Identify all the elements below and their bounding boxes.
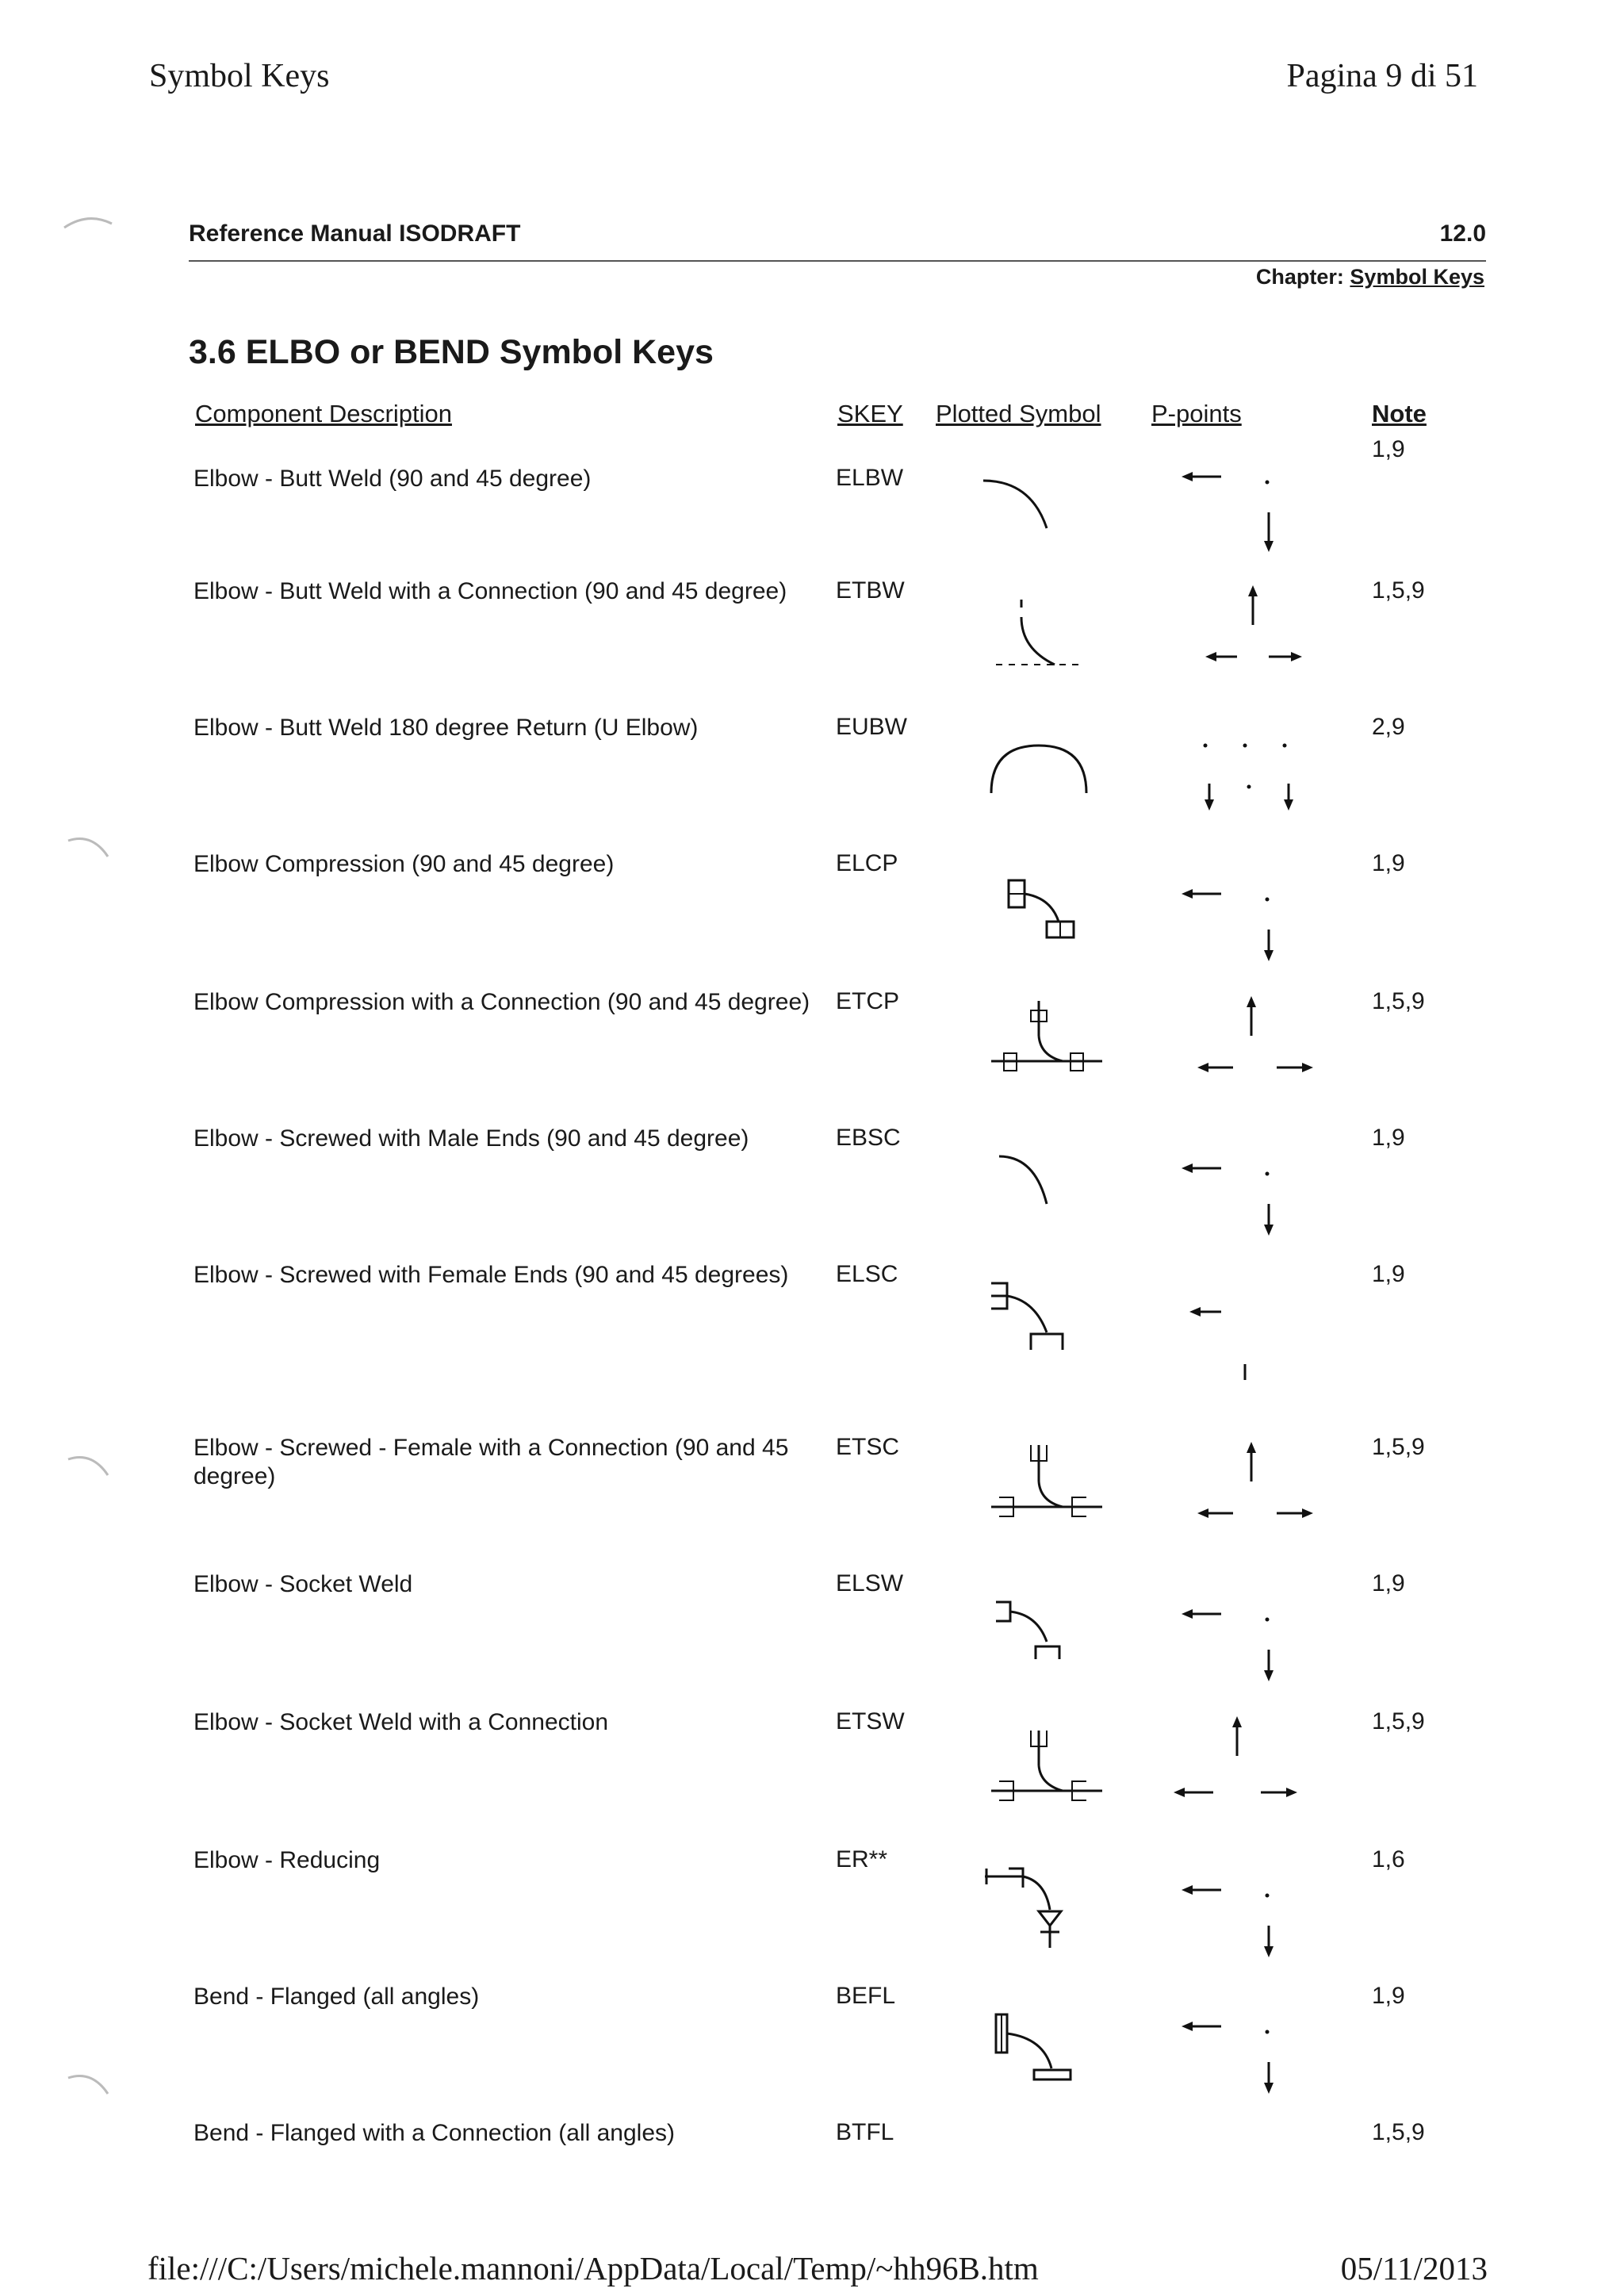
elbow-socket-weld-symbol-icon	[967, 1570, 1110, 1689]
row-note: 1,9	[1372, 436, 1405, 462]
row-skey: ETSC	[836, 1434, 900, 1460]
row-note: 1,5,9	[1372, 577, 1425, 604]
row-description: Elbow - Socket Weld	[193, 1571, 413, 1597]
ppoints-two-end-icon	[1158, 1983, 1332, 2102]
ppoints-three-end-icon	[1158, 1434, 1332, 1553]
row-skey: BTFL	[836, 2119, 894, 2145]
ppoints-two-end-icon	[1158, 1570, 1332, 1689]
row-note: 1,9	[1372, 1125, 1405, 1151]
ppoints-three-end-icon	[1158, 577, 1332, 696]
print-footer-url: file:///C:/Users/michele.mannoni/AppData/Local/Temp/~hh96B.htm	[147, 2250, 1039, 2286]
header-divider	[189, 260, 1486, 262]
elbow-screwed-male-symbol-icon	[967, 1125, 1110, 1244]
row-note: 1,9	[1372, 1570, 1405, 1596]
manual-title: Reference Manual ISODRAFT	[189, 220, 521, 247]
print-header-title: Symbol Keys	[149, 58, 330, 94]
margin-punch-mark-icon	[60, 208, 116, 255]
table-row	[0, 1708, 1624, 1843]
table-row	[0, 1261, 1624, 1396]
table-row	[0, 1846, 1624, 1981]
elbow-reducing-symbol-icon	[967, 1846, 1110, 1965]
row-skey: ELCP	[836, 850, 898, 876]
ppoints-two-end-icon	[1158, 1846, 1332, 1965]
ppoints-u-return-icon	[1158, 714, 1332, 833]
elbow-screwed-female-symbol-icon	[967, 1261, 1110, 1380]
ppoints-two-end-icon	[1158, 1125, 1332, 1244]
row-description: Bend - Flanged with a Connection (all angles)	[193, 2120, 676, 2146]
elbow-compression-symbol-icon	[967, 850, 1110, 969]
ppoints-two-end-icon	[1158, 465, 1332, 584]
row-note: 1,9	[1372, 1983, 1405, 2009]
ppoints-three-end-icon	[1158, 1708, 1332, 1827]
ppoints-two-end-plain-icon	[1158, 1261, 1332, 1380]
column-header-note: Note	[1372, 400, 1427, 427]
row-skey: ETCP	[836, 988, 900, 1014]
row-skey: ELBW	[836, 465, 904, 491]
table-row	[0, 1434, 1624, 1569]
section-title: 3.6 ELBO or BEND Symbol Keys	[189, 333, 714, 371]
chapter-label: Chapter:	[1255, 265, 1344, 289]
column-header-skey: SKEY	[837, 400, 903, 427]
ppoints-two-end-icon	[1158, 850, 1332, 969]
row-skey: ELSW	[836, 1570, 904, 1596]
column-header-ppoints: P-points	[1151, 400, 1242, 427]
print-page-indicator: Pagina 9 di 51	[1286, 58, 1478, 94]
row-description: Elbow - Screwed with Female Ends (90 and 45 degrees)	[193, 1262, 789, 1288]
table-row	[0, 850, 1624, 985]
row-skey: BEFL	[836, 1983, 896, 2009]
table-row	[0, 1570, 1624, 1705]
u-elbow-symbol-icon	[967, 714, 1110, 833]
row-note: 1,9	[1372, 1261, 1405, 1287]
row-description: Elbow - Screwed - Female with a Connection (90 and 45 degree)	[193, 1435, 789, 1489]
table-row	[0, 988, 1624, 1123]
row-skey: EUBW	[836, 714, 907, 740]
row-note: 1,5,9	[1372, 988, 1425, 1014]
column-header-symbol: Plotted Symbol	[936, 400, 1101, 427]
elbow-screwed-female-connection-symbol-icon	[967, 1434, 1110, 1553]
elbow-butt-weld-connection-symbol-icon	[967, 577, 1110, 696]
row-description: Bend - Flanged (all angles)	[193, 1984, 480, 2010]
row-note: 1,6	[1372, 1846, 1405, 1872]
chapter-line	[1256, 265, 1484, 289]
row-skey: ETBW	[836, 577, 905, 604]
row-description: Elbow - Butt Weld (90 and 45 degree)	[193, 466, 592, 492]
table-row	[0, 2119, 1624, 2254]
row-note: 1,5,9	[1372, 1434, 1425, 1460]
table-row	[0, 714, 1624, 849]
ppoints-three-end-icon	[1158, 988, 1332, 1107]
row-note: 2,9	[1372, 714, 1405, 740]
elbow-compression-connection-symbol-icon	[967, 988, 1110, 1107]
chapter-link[interactable]: Symbol Keys	[1350, 265, 1484, 289]
row-skey: ELSC	[836, 1261, 898, 1287]
row-description: Elbow - Reducing	[193, 1847, 381, 1873]
row-description: Elbow - Socket Weld with a Connection	[193, 1709, 609, 1735]
row-skey: EBSC	[836, 1125, 901, 1151]
table-row	[0, 1983, 1624, 2118]
row-description: Elbow - Screwed with Male Ends (90 and 45 degree)	[193, 1125, 749, 1152]
row-description: Elbow - Butt Weld 180 degree Return (U Elbow)	[193, 715, 699, 741]
row-skey: ETSW	[836, 1708, 905, 1734]
row-note: 1,9	[1372, 850, 1405, 876]
row-description: Elbow Compression with a Connection (90 and 45 degree)	[193, 989, 810, 1015]
row-description: Elbow - Butt Weld with a Connection (90 and 45 degree)	[193, 578, 787, 604]
row-description: Elbow Compression (90 and 45 degree)	[193, 851, 615, 877]
print-footer-date: 05/11/2013	[1340, 2250, 1488, 2286]
table-row	[0, 1125, 1624, 1259]
column-header-description: Component Description	[195, 400, 452, 427]
bend-flanged-symbol-icon	[967, 1983, 1110, 2102]
elbow-butt-weld-symbol-icon	[967, 465, 1110, 584]
row-note: 1,5,9	[1372, 2119, 1425, 2145]
manual-version: 12.0	[1439, 220, 1486, 247]
table-row	[0, 577, 1624, 712]
row-note: 1,5,9	[1372, 1708, 1425, 1734]
row-skey: ER**	[836, 1846, 888, 1872]
elbow-socket-weld-connection-symbol-icon	[967, 1708, 1110, 1827]
